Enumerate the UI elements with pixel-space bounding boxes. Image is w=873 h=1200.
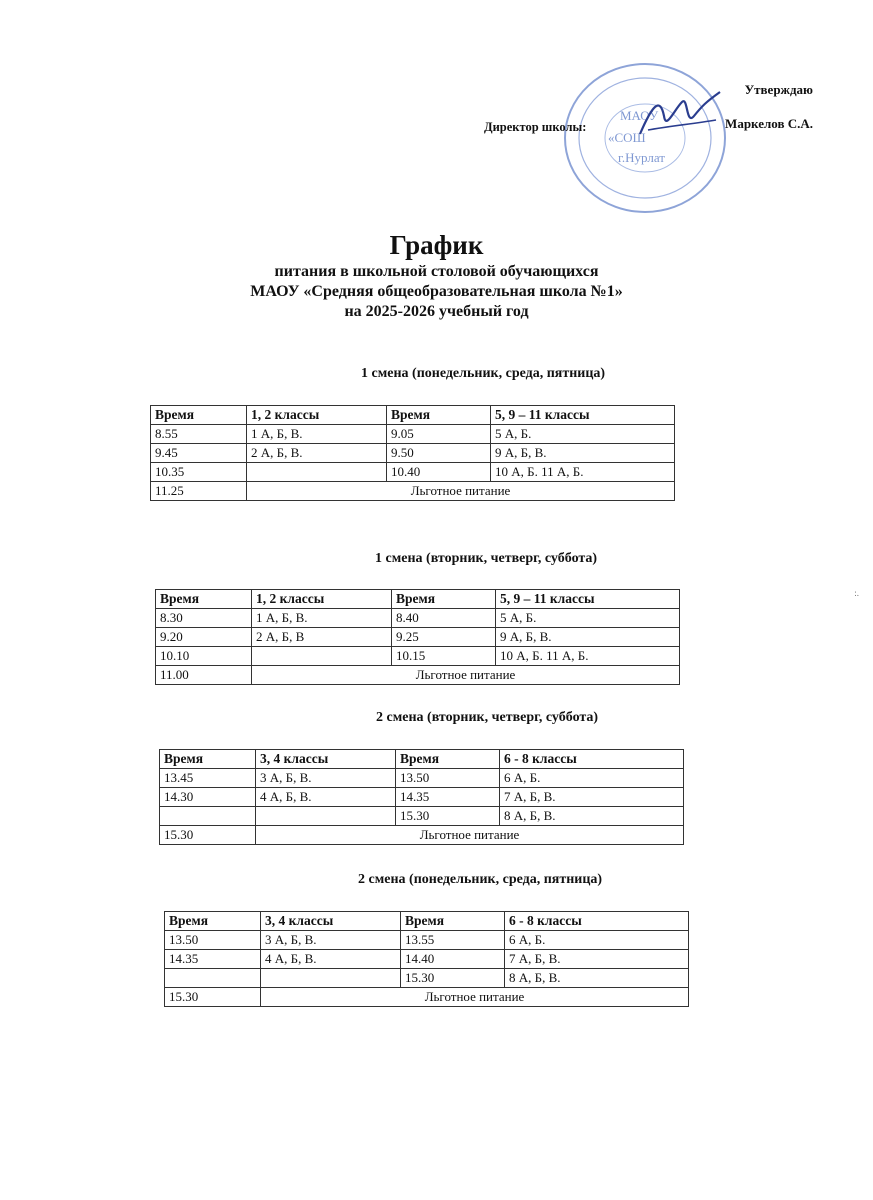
table-header-row xyxy=(156,590,680,609)
time-cell: 14.30 xyxy=(160,788,256,807)
header-cell: Время xyxy=(160,750,256,769)
svg-text:г.Нурлат: г.Нурлат xyxy=(618,150,665,165)
scan-edge-mark: :. xyxy=(854,588,859,598)
time-cell: 9.25 xyxy=(392,628,496,647)
benefit-row xyxy=(156,666,680,685)
classes-cell: 1 А, Б, В. xyxy=(247,425,387,444)
time-cell: 10.35 xyxy=(151,463,247,482)
time-cell: 15.30 xyxy=(401,969,505,988)
time-cell: 13.45 xyxy=(160,769,256,788)
benefit-label: Льготное питание xyxy=(252,666,680,685)
director-label: Директор школы: xyxy=(484,120,587,134)
director-signature xyxy=(630,86,730,156)
header-cell: Время xyxy=(156,590,252,609)
time-cell: 11.00 xyxy=(156,666,252,685)
classes-cell: 6 А, Б. xyxy=(500,769,684,788)
time-cell xyxy=(160,807,256,826)
classes-cell xyxy=(252,647,392,666)
shift-3-title: 2 смена (вторник, четверг, суббота) xyxy=(376,710,599,725)
table-header-row xyxy=(160,750,684,769)
table-header-row xyxy=(151,406,675,425)
time-cell: 13.50 xyxy=(396,769,500,788)
classes-cell: 9 А, Б, В. xyxy=(496,628,680,647)
title-line-3: на 2025-2026 учебный год xyxy=(344,303,529,320)
time-cell: 14.35 xyxy=(396,788,500,807)
header-cell: 6 - 8 классы xyxy=(500,750,684,769)
header-cell: Время xyxy=(392,590,496,609)
time-cell: 15.30 xyxy=(396,807,500,826)
approve-label: Утверждаю xyxy=(744,82,813,97)
classes-cell: 3 А, Б, В. xyxy=(261,931,401,950)
shift-4-title: 2 смена (понедельник, среда, пятница) xyxy=(358,872,603,887)
shift-1-title: 1 смена (понедельник, среда, пятница) xyxy=(361,366,606,381)
classes-cell: 2 А, Б, В. xyxy=(247,444,387,463)
table-row xyxy=(160,769,684,788)
classes-cell: 5 А, Б. xyxy=(496,609,680,628)
shift-1-table xyxy=(150,405,675,501)
title-line-2: МАОУ «Средняя общеобразовательная школа №1» xyxy=(250,283,623,300)
table-header-row xyxy=(165,912,689,931)
table-row xyxy=(165,969,689,988)
director-name: Маркелов С.А. xyxy=(725,116,813,131)
time-cell: 11.25 xyxy=(151,482,247,501)
table-row xyxy=(156,647,680,666)
header-cell: 1, 2 классы xyxy=(247,406,387,425)
classes-cell: 7 А, Б, В. xyxy=(505,950,689,969)
classes-cell: 4 А, Б, В. xyxy=(256,788,396,807)
benefit-row xyxy=(165,988,689,1007)
table-row xyxy=(156,609,680,628)
benefit-label: Льготное питание xyxy=(256,826,684,845)
title-main: График xyxy=(389,230,484,260)
classes-cell: 2 А, Б, В xyxy=(252,628,392,647)
time-cell: 13.50 xyxy=(165,931,261,950)
classes-cell: 10 А, Б. 11 А, Б. xyxy=(496,647,680,666)
classes-cell xyxy=(261,969,401,988)
header-cell: 5, 9 – 11 классы xyxy=(491,406,675,425)
header-cell: Время xyxy=(387,406,491,425)
header-cell: Время xyxy=(165,912,261,931)
benefit-label: Льготное питание xyxy=(261,988,689,1007)
table-row xyxy=(156,628,680,647)
time-cell: 15.30 xyxy=(160,826,256,845)
header-cell: 6 - 8 классы xyxy=(505,912,689,931)
classes-cell xyxy=(247,463,387,482)
benefit-label: Льготное питание xyxy=(247,482,675,501)
time-cell: 8.40 xyxy=(392,609,496,628)
classes-cell: 7 А, Б, В. xyxy=(500,788,684,807)
table-row xyxy=(151,463,675,482)
classes-cell: 5 А, Б. xyxy=(491,425,675,444)
classes-cell: 8 А, Б, В. xyxy=(505,969,689,988)
benefit-row xyxy=(160,826,684,845)
table-row xyxy=(165,931,689,950)
table-row xyxy=(151,425,675,444)
time-cell: 15.30 xyxy=(165,988,261,1007)
title-line-1: питания в школьной столовой обучающихся xyxy=(274,263,599,280)
time-cell xyxy=(165,969,261,988)
shift-2-table xyxy=(155,589,680,685)
benefit-row xyxy=(151,482,675,501)
classes-cell xyxy=(256,807,396,826)
shift-3-table xyxy=(159,749,684,845)
time-cell: 8.55 xyxy=(151,425,247,444)
classes-cell: 4 А, Б, В. xyxy=(261,950,401,969)
shift-4-table xyxy=(164,911,689,1007)
classes-cell: 9 А, Б, В. xyxy=(491,444,675,463)
header-cell: 3, 4 классы xyxy=(256,750,396,769)
time-cell: 9.05 xyxy=(387,425,491,444)
time-cell: 9.50 xyxy=(387,444,491,463)
header-cell: 1, 2 классы xyxy=(252,590,392,609)
time-cell: 13.55 xyxy=(401,931,505,950)
time-cell: 10.10 xyxy=(156,647,252,666)
classes-cell: 6 А, Б. xyxy=(505,931,689,950)
table-row xyxy=(151,444,675,463)
time-cell: 8.30 xyxy=(156,609,252,628)
table-row xyxy=(165,950,689,969)
svg-text:МАОУ: МАОУ xyxy=(620,108,659,123)
time-cell: 10.40 xyxy=(387,463,491,482)
time-cell: 10.15 xyxy=(392,647,496,666)
time-cell: 14.40 xyxy=(401,950,505,969)
table-row xyxy=(160,788,684,807)
classes-cell: 8 А, Б, В. xyxy=(500,807,684,826)
time-cell: 9.20 xyxy=(156,628,252,647)
time-cell: 14.35 xyxy=(165,950,261,969)
svg-text:«СОШ: «СОШ xyxy=(608,130,646,145)
time-cell: 9.45 xyxy=(151,444,247,463)
classes-cell: 1 А, Б, В. xyxy=(252,609,392,628)
table-row xyxy=(160,807,684,826)
document-title xyxy=(0,228,873,322)
header-cell: Время xyxy=(151,406,247,425)
classes-cell: 3 А, Б, В. xyxy=(256,769,396,788)
header-cell: 3, 4 классы xyxy=(261,912,401,931)
classes-cell: 10 А, Б. 11 А, Б. xyxy=(491,463,675,482)
header-cell: Время xyxy=(401,912,505,931)
header-cell: Время xyxy=(396,750,500,769)
approval-block xyxy=(725,82,813,131)
header-cell: 5, 9 – 11 классы xyxy=(496,590,680,609)
shift-2-title: 1 смена (вторник, четверг, суббота) xyxy=(375,551,598,566)
